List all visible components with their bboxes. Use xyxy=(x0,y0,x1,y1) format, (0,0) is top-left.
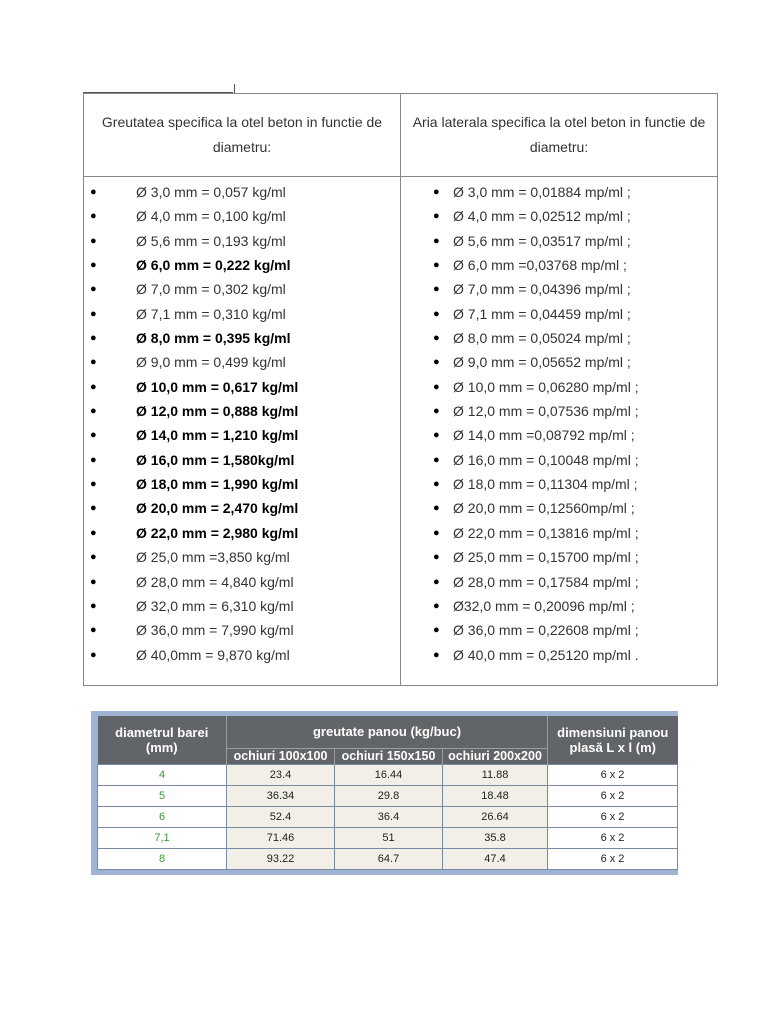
top-rule-tick xyxy=(234,84,235,93)
table-row xyxy=(98,827,678,848)
bullet-icon: ● xyxy=(433,186,440,198)
dimension-cell: 6 x 2 xyxy=(548,848,678,869)
sub-header-100: ochiuri 100x100 xyxy=(227,748,335,764)
weight-cell: 35.8 xyxy=(443,827,548,848)
area-list-item xyxy=(401,399,717,423)
bullet-icon: ● xyxy=(433,599,440,612)
weight-item-text: Ø 25,0 mm =3,850 kg/ml xyxy=(136,549,290,566)
weight-list-item xyxy=(84,570,400,594)
area-item-text: Ø 9,0 mm = 0,05652 mp/ml ; xyxy=(453,354,631,371)
weight-cell: 64.7 xyxy=(335,848,443,869)
area-item-text: Ø32,0 mm = 0,20096 mp/ml ; xyxy=(453,597,635,614)
weight-column-header: greutate panou (kg/buc) xyxy=(227,716,548,748)
weight-list-item xyxy=(84,253,400,277)
bullet-icon: ● xyxy=(433,453,440,466)
area-item-text: Ø 10,0 mm = 0,06280 mp/ml ; xyxy=(453,378,639,395)
weight-item-text: Ø 36,0 mm = 7,990 kg/ml xyxy=(136,622,294,639)
weight-cell: 52.4 xyxy=(227,806,335,827)
weight-cell: 36.34 xyxy=(227,785,335,806)
weight-item-text: Ø 22,0 mm = 2,980 kg/ml xyxy=(136,524,299,541)
weight-list-item xyxy=(84,472,400,496)
weight-list-item xyxy=(84,594,400,618)
diameter-cell: 8 xyxy=(98,848,227,869)
weight-item-text: Ø 9,0 mm = 0,499 kg/ml xyxy=(136,354,286,371)
area-list-item xyxy=(401,423,717,447)
bullet-icon: ● xyxy=(433,380,440,393)
bullet-icon: ● xyxy=(433,234,440,247)
bullet-icon: ● xyxy=(90,380,97,393)
bullet-icon: ● xyxy=(90,575,97,588)
area-list-item xyxy=(401,326,717,350)
area-item-text: Ø 20,0 mm = 0,12560mp/ml ; xyxy=(453,500,635,517)
area-list-item xyxy=(401,277,717,301)
dimension-cell: 6 x 2 xyxy=(548,827,678,848)
weight-list-item xyxy=(84,618,400,642)
dimension-cell: 6 x 2 xyxy=(548,785,678,806)
area-list-item xyxy=(401,472,717,496)
weight-item-text: Ø 3,0 mm = 0,057 kg/ml xyxy=(136,184,286,200)
weight-list-item xyxy=(84,204,400,228)
weight-cell: 16.44 xyxy=(335,764,443,785)
bullet-icon: ● xyxy=(90,234,97,247)
bullet-icon: ● xyxy=(433,429,440,442)
bullet-icon: ● xyxy=(433,283,440,296)
weight-item-text: Ø 14,0 mm = 1,210 kg/ml xyxy=(136,427,299,444)
area-item-text: Ø 14,0 mm =0,08792 mp/ml ; xyxy=(453,427,635,444)
bullet-icon: ● xyxy=(433,551,440,564)
weight-cell: 36.4 xyxy=(335,806,443,827)
area-list-item xyxy=(401,618,717,642)
steel-spec-table xyxy=(83,93,718,686)
weight-item-text: Ø 12,0 mm = 0,888 kg/ml xyxy=(136,403,299,420)
bullet-icon: ● xyxy=(90,502,97,515)
weight-list-item xyxy=(84,496,400,520)
area-header: Aria laterala specifica la otel beton in functie de diametru: xyxy=(401,94,718,177)
area-item-text: Ø 3,0 mm = 0,01884 mp/ml ; xyxy=(453,184,631,200)
bullet-icon: ● xyxy=(90,356,97,369)
area-item-text: Ø 7,0 mm = 0,04396 mp/ml ; xyxy=(453,281,631,298)
area-list-item xyxy=(401,545,717,569)
diameter-cell: 7,1 xyxy=(98,827,227,848)
area-list-item xyxy=(401,448,717,472)
weight-list-item xyxy=(84,277,400,301)
bullet-icon: ● xyxy=(433,648,440,661)
bullet-icon: ● xyxy=(433,526,440,539)
weight-item-text: Ø 20,0 mm = 2,470 kg/ml xyxy=(136,500,299,517)
area-list-item xyxy=(401,350,717,374)
area-list xyxy=(401,177,717,667)
bullet-icon: ● xyxy=(90,405,97,418)
weight-cell: 71.46 xyxy=(227,827,335,848)
area-item-text: Ø 18,0 mm = 0,11304 mp/ml ; xyxy=(453,476,638,493)
bullet-icon: ● xyxy=(433,307,440,320)
weight-cell: 47.4 xyxy=(443,848,548,869)
area-item-text: Ø 36,0 mm = 0,22608 mp/ml ; xyxy=(453,622,639,639)
weight-list-item xyxy=(84,399,400,423)
bullet-icon: ● xyxy=(90,210,97,223)
diameter-column-header: diametrul barei (mm) xyxy=(98,716,227,764)
dimension-cell: 6 x 2 xyxy=(548,764,678,785)
bullet-icon: ● xyxy=(433,575,440,588)
table-row xyxy=(98,848,678,869)
area-list-item xyxy=(401,521,717,545)
weight-cell: 23.4 xyxy=(227,764,335,785)
weight-list-item xyxy=(84,302,400,326)
weight-item-text: Ø 8,0 mm = 0,395 kg/ml xyxy=(136,330,291,347)
bullet-icon: ● xyxy=(433,356,440,369)
area-list-item xyxy=(401,180,717,204)
area-list-item xyxy=(401,496,717,520)
weight-list-item xyxy=(84,229,400,253)
weight-list-item xyxy=(84,375,400,399)
weight-item-text: Ø 5,6 mm = 0,193 kg/ml xyxy=(136,232,286,249)
bullet-icon: ● xyxy=(90,551,97,564)
area-item-text: Ø 4,0 mm = 0,02512 mp/ml ; xyxy=(453,208,631,225)
mesh-table-body xyxy=(98,764,678,869)
area-list-item xyxy=(401,643,717,667)
diameter-cell: 4 xyxy=(98,764,227,785)
bullet-icon: ● xyxy=(433,332,440,345)
weight-list-item xyxy=(84,326,400,350)
weight-list-item xyxy=(84,448,400,472)
bullet-icon: ● xyxy=(90,453,97,466)
area-list-item xyxy=(401,204,717,228)
weight-item-text: Ø 6,0 mm = 0,222 kg/ml xyxy=(136,257,291,274)
bullet-icon: ● xyxy=(90,283,97,296)
area-list-item xyxy=(401,594,717,618)
weight-list-item xyxy=(84,350,400,374)
diameter-cell: 6 xyxy=(98,806,227,827)
weight-item-text: Ø 32,0 mm = 6,310 kg/ml xyxy=(136,597,294,614)
weight-item-text: Ø 40,0mm = 9,870 kg/ml xyxy=(136,646,290,663)
bullet-icon: ● xyxy=(90,259,97,272)
bullet-icon: ● xyxy=(90,332,97,345)
bullet-icon: ● xyxy=(90,186,97,198)
bullet-icon: ● xyxy=(90,624,97,637)
area-item-text: Ø 12,0 mm = 0,07536 mp/ml ; xyxy=(453,403,639,420)
area-item-text: Ø 40,0 mm = 0,25120 mp/ml . xyxy=(453,646,639,663)
weight-cell: 93.22 xyxy=(227,848,335,869)
area-list-item xyxy=(401,375,717,399)
weight-list-item xyxy=(84,643,400,667)
area-item-text: Ø 22,0 mm = 0,13816 mp/ml ; xyxy=(453,524,639,541)
bullet-icon: ● xyxy=(433,478,440,491)
area-item-text: Ø 7,1 mm = 0,04459 mp/ml ; xyxy=(453,305,631,322)
area-list-item xyxy=(401,302,717,326)
weight-item-text: Ø 7,1 mm = 0,310 kg/ml xyxy=(136,305,286,322)
bullet-icon: ● xyxy=(90,648,97,661)
area-item-text: Ø 8,0 mm = 0,05024 mp/ml ; xyxy=(453,330,631,347)
weight-item-text: Ø 7,0 mm = 0,302 kg/ml xyxy=(136,281,286,298)
bullet-icon: ● xyxy=(433,405,440,418)
weight-list-cell xyxy=(84,177,401,686)
bullet-icon: ● xyxy=(433,210,440,223)
weight-cell: 26.64 xyxy=(443,806,548,827)
sub-header-150: ochiuri 150x150 xyxy=(335,748,443,764)
area-list-item xyxy=(401,570,717,594)
area-list-cell xyxy=(401,177,718,686)
mesh-panel-table xyxy=(97,716,678,870)
weight-item-text: Ø 4,0 mm = 0,100 kg/ml xyxy=(136,208,286,225)
area-item-text: Ø 5,6 mm = 0,03517 mp/ml ; xyxy=(453,232,631,249)
bullet-icon: ● xyxy=(90,478,97,491)
bullet-icon: ● xyxy=(90,526,97,539)
weight-cell: 18.48 xyxy=(443,785,548,806)
weight-cell: 51 xyxy=(335,827,443,848)
area-item-text: Ø 6,0 mm =0,03768 mp/ml ; xyxy=(453,257,627,274)
weight-list-item xyxy=(84,423,400,447)
area-item-text: Ø 25,0 mm = 0,15700 mp/ml ; xyxy=(453,549,639,566)
bullet-icon: ● xyxy=(433,624,440,637)
bullet-icon: ● xyxy=(90,429,97,442)
sub-header-200: ochiuri 200x200 xyxy=(443,748,548,764)
diameter-cell: 5 xyxy=(98,785,227,806)
weight-header: Greutatea specifica la otel beton in functie de diametru: xyxy=(84,94,401,177)
bullet-icon: ● xyxy=(433,502,440,515)
weight-item-text: Ø 10,0 mm = 0,617 kg/ml xyxy=(136,378,299,395)
weight-item-text: Ø 16,0 mm = 1,580kg/ml xyxy=(136,451,295,468)
weight-cell: 29.8 xyxy=(335,785,443,806)
dimension-cell: 6 x 2 xyxy=(548,806,678,827)
bullet-icon: ● xyxy=(90,307,97,320)
table-row xyxy=(98,764,678,785)
table-row xyxy=(98,785,678,806)
bullet-icon: ● xyxy=(433,259,440,272)
weight-list-item xyxy=(84,521,400,545)
weight-list xyxy=(84,177,400,667)
weight-list-item xyxy=(84,180,400,204)
area-list-item xyxy=(401,253,717,277)
area-item-text: Ø 16,0 mm = 0,10048 mp/ml ; xyxy=(453,451,639,468)
dimensions-column-header: dimensiuni panou plasă L x l (m) xyxy=(548,716,678,764)
weight-list-item xyxy=(84,545,400,569)
weight-item-text: Ø 28,0 mm = 4,840 kg/ml xyxy=(136,573,294,590)
weight-item-text: Ø 18,0 mm = 1,990 kg/ml xyxy=(136,476,299,493)
area-list-item xyxy=(401,229,717,253)
table-row xyxy=(98,806,678,827)
weight-cell: 11.88 xyxy=(443,764,548,785)
area-item-text: Ø 28,0 mm = 0,17584 mp/ml ; xyxy=(453,573,639,590)
bullet-icon: ● xyxy=(90,599,97,612)
